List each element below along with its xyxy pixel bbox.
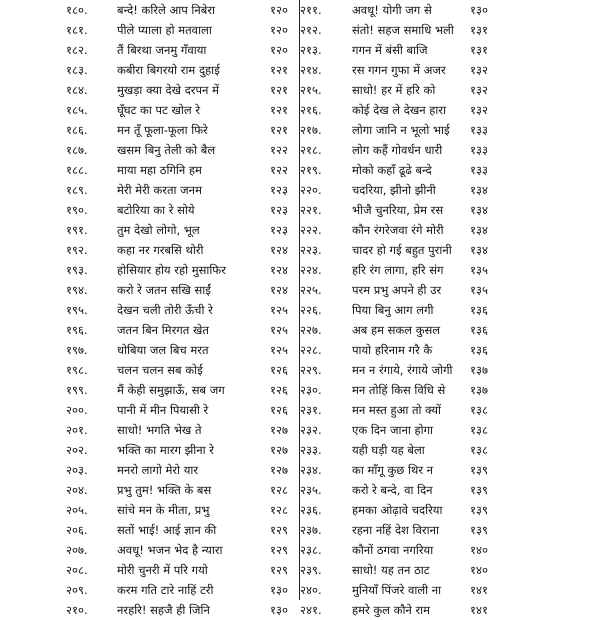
entry-page-number: १३४ (470, 183, 488, 197)
entry-page-number: १२७ (270, 463, 288, 477)
index-entry (302, 20, 600, 40)
index-entry (0, 460, 298, 480)
entry-number: २००. (66, 403, 88, 417)
entry-number: २२२. (300, 223, 322, 237)
entry-page-number: १२९ (270, 563, 288, 577)
entry-title: करो रे जतन सखि साईं (117, 283, 211, 297)
entry-title: संतो! सहज समाधि भली (352, 23, 454, 37)
entry-page-number: १२८ (270, 503, 288, 517)
entry-title: नरहरि! सहजै ही जिनि (117, 603, 210, 617)
entry-number: १८८. (66, 163, 88, 177)
index-entry (0, 380, 298, 400)
entry-page-number: १३८ (470, 443, 488, 457)
index-entry (302, 40, 600, 60)
entry-page-number: १२५ (270, 323, 288, 337)
entry-title: प्रभु तुम! भक्ति के बस (117, 483, 212, 497)
entry-number: २३७. (300, 523, 322, 537)
index-entry (0, 0, 298, 20)
entry-page-number: १३३ (470, 143, 488, 157)
entry-title: सांचे मन के मीता, प्रभु (117, 503, 210, 517)
entry-title: चदरिया, झीनो झीनी (352, 183, 436, 197)
index-entry (0, 180, 298, 200)
entry-page-number: १४० (470, 563, 488, 577)
entry-page-number: १२७ (270, 443, 288, 457)
entry-number: २१८. (300, 143, 322, 157)
entry-title: हमरे कुल कौने राम (352, 603, 431, 617)
entry-number: २२७. (300, 323, 322, 337)
entry-number: १९७. (66, 343, 88, 357)
entry-number: २४०. (300, 583, 322, 597)
entry-page-number: १२२ (270, 143, 288, 157)
entry-page-number: १३० (270, 603, 288, 617)
entry-page-number: १२२ (270, 163, 288, 177)
entry-page-number: १३९ (470, 503, 488, 517)
entry-title: मन न रंगाये, रंगाये जोगी (352, 363, 453, 377)
entry-title: खसम बिनु तेली को बैल (117, 143, 216, 157)
index-entry (302, 500, 600, 520)
entry-title: साधो! हर में हरि को (352, 83, 436, 97)
entry-number: २०७. (66, 543, 88, 557)
entry-number: २१२. (300, 23, 322, 37)
entry-number: २२१. (300, 203, 322, 217)
index-entry (302, 380, 600, 400)
entry-title: रस गगन गुफा में अजर (352, 63, 446, 77)
entry-number: १८७. (66, 143, 88, 157)
index-entry (302, 200, 600, 220)
entry-title: पायो हरिनाम गरै कै (352, 343, 433, 357)
entry-title: सतों भाई! आई ज्ञान की (117, 523, 217, 537)
index-entry (302, 520, 600, 540)
entry-page-number: १२४ (270, 283, 288, 297)
entry-title: भीजै चुनरिया, प्रेम रस (352, 203, 444, 217)
index-entry (302, 360, 600, 380)
index-entry (302, 120, 600, 140)
entry-number: २०३. (66, 463, 88, 477)
entry-title: बन्दे! करिले आप निबेरा (117, 3, 216, 17)
entry-number: २२०. (300, 183, 322, 197)
entry-number: २३९. (300, 563, 322, 577)
index-entry (0, 400, 298, 420)
entry-title: भक्ति का मारग झीना रे (117, 443, 214, 457)
entry-number: १८१. (66, 23, 88, 37)
index-entry (302, 300, 600, 320)
index-entry (0, 500, 298, 520)
index-entry (302, 600, 600, 620)
entry-title: होसियार होय रहो मुसाफिर (117, 263, 226, 277)
entry-title: कबीरा बिगरयो राम दुहाई (117, 63, 220, 77)
index-column-left (0, 0, 298, 617)
entry-title: मुनियाँ पिंजरे वाली ना (352, 583, 442, 597)
index-entry (0, 260, 298, 280)
entry-number: २१७. (300, 123, 322, 137)
index-entry (0, 340, 298, 360)
entry-number: २१४. (300, 63, 322, 77)
index-entry (0, 100, 298, 120)
entry-title: हमका ओढ़ावे चदरिया (352, 503, 443, 517)
entry-page-number: १३२ (470, 83, 488, 97)
entry-number: १८०. (66, 3, 88, 17)
entry-title: मन तूँ फूला-फूला फिरे (117, 123, 208, 137)
index-entry (0, 200, 298, 220)
index-entry (302, 560, 600, 580)
entry-page-number: १२१ (270, 83, 288, 97)
entry-page-number: १३२ (470, 103, 488, 117)
entry-page-number: १२० (270, 43, 288, 57)
entry-page-number: १२४ (270, 263, 288, 277)
index-entry (302, 80, 600, 100)
index-entry (302, 440, 600, 460)
entry-page-number: १२५ (270, 343, 288, 357)
index-entry (302, 0, 600, 20)
index-entry (0, 480, 298, 500)
entry-number: १९२. (66, 243, 88, 257)
index-entry (0, 280, 298, 300)
entry-title: अवधू! भजन भेद है न्यारा (117, 543, 223, 557)
index-entry (0, 40, 298, 60)
entry-number: २४१. (300, 603, 322, 617)
entry-page-number: १२९ (270, 543, 288, 557)
entry-title: करम गति टारे नाहिं टरी (117, 583, 214, 597)
entry-number: १९१. (66, 223, 88, 237)
entry-page-number: १२३ (270, 223, 288, 237)
entry-number: २२८. (300, 343, 322, 357)
entry-number: २०५. (66, 503, 88, 517)
entry-title: जतन बिन मिरगत खेत (117, 323, 209, 337)
entry-page-number: १४१ (470, 603, 488, 617)
entry-page-number: १२० (270, 3, 288, 17)
entry-page-number: १२७ (270, 423, 288, 437)
index-entry (0, 220, 298, 240)
entry-title: परम प्रभु अपने ही उर (352, 283, 442, 297)
index-column-right (300, 0, 600, 617)
entry-page-number: १२८ (270, 483, 288, 497)
entry-title: पानी में मीन पियासी रे (117, 403, 209, 417)
entry-title: हरि रंग लागा, हरि संग (352, 263, 444, 277)
entry-page-number: १४० (470, 543, 488, 557)
entry-page-number: १३८ (470, 403, 488, 417)
index-entry (302, 180, 600, 200)
entry-page-number: १३४ (470, 223, 488, 237)
index-entry (302, 220, 600, 240)
index-entry (302, 260, 600, 280)
entry-title: पीले प्याला हो मतवाला (117, 23, 212, 37)
entry-number: १९८. (66, 363, 88, 377)
entry-title: कहा नर गरबसि थोरी (117, 243, 204, 257)
entry-number: २०४. (66, 483, 88, 497)
entry-page-number: १३१ (470, 23, 488, 37)
entry-number: २०२. (66, 443, 88, 457)
index-entry (0, 440, 298, 460)
index-entry (0, 320, 298, 340)
index-entry (0, 520, 298, 540)
entry-title: माया महा ठगिनि हम (117, 163, 202, 177)
entry-title: गगन में बंसी बाजि (352, 43, 428, 57)
entry-page-number: १३६ (470, 323, 488, 337)
entry-number: २३०. (300, 383, 322, 397)
entry-page-number: १३३ (470, 163, 488, 177)
entry-page-number: १२३ (270, 203, 288, 217)
entry-number: १८६. (66, 123, 88, 137)
entry-title: अब हम सकल कुसल (352, 323, 441, 337)
entry-page-number: १३३ (470, 123, 488, 137)
index-entry (0, 360, 298, 380)
index-entry (302, 400, 600, 420)
entry-page-number: १३४ (470, 243, 488, 257)
entry-page-number: १२६ (270, 403, 288, 417)
entry-number: १८३. (66, 63, 88, 77)
index-entry (0, 120, 298, 140)
entry-page-number: १२१ (270, 103, 288, 117)
entry-page-number: १३१ (470, 43, 488, 57)
entry-page-number: १२० (270, 23, 288, 37)
index-entry (0, 580, 298, 600)
entry-page-number: १२६ (270, 383, 288, 397)
entry-page-number: १३४ (470, 203, 488, 217)
entry-page-number: १३८ (470, 423, 488, 437)
entry-title: रहना नहिं देश विराना (352, 523, 439, 537)
entry-number: २१०. (66, 603, 88, 617)
entry-title: मेरी मेरी करता जनम (117, 183, 202, 197)
entry-title: बटोरिया का रे सोये (117, 203, 195, 217)
index-entry (0, 420, 298, 440)
entry-title: पिया बिनु आग लगी (352, 303, 434, 317)
index-entry (302, 460, 600, 480)
entry-title: तुम देखो लोगो, भूल (117, 223, 200, 237)
entry-number: १८२. (66, 43, 88, 57)
index-entry (302, 160, 600, 180)
index-entry (302, 140, 600, 160)
entry-number: २३६. (300, 503, 322, 517)
entry-number: २२३. (300, 243, 322, 257)
index-entry (302, 580, 600, 600)
entry-number: २३४. (300, 463, 322, 477)
entry-title: करो रे बन्दे, वा दिन (352, 483, 433, 497)
entry-title: चलन चलन सब कोई (117, 363, 203, 377)
entry-page-number: १३६ (470, 303, 488, 317)
entry-number: २३३. (300, 443, 322, 457)
index-entry (0, 240, 298, 260)
entry-number: १८५. (66, 103, 88, 117)
index-entry (0, 140, 298, 160)
index-entry (0, 160, 298, 180)
entry-page-number: १३७ (470, 383, 488, 397)
entry-title: तैं बिरथा जनमु गँवाया (117, 43, 207, 57)
entry-title: कौन रंगरेजवा रंगे मोरी (352, 223, 444, 237)
entry-page-number: १३९ (470, 483, 488, 497)
entry-title: साधो! यह तन ठाट (352, 563, 430, 577)
entry-number: २०६. (66, 523, 88, 537)
entry-title: धोबिया जल बिच मरत (117, 343, 209, 357)
entry-title: साधो! भगति भेख ते (117, 423, 202, 437)
entry-number: २२५. (300, 283, 322, 297)
index-entry (0, 540, 298, 560)
entry-page-number: १३५ (470, 283, 488, 297)
entry-page-number: १३० (270, 583, 288, 597)
entry-number: २२४. (300, 263, 322, 277)
entry-title: मोरी चुनरी में परि गयो (117, 563, 208, 577)
entry-page-number: १४१ (470, 583, 488, 597)
entry-number: २२९. (300, 363, 322, 377)
entry-number: २३५. (300, 483, 322, 497)
entry-number: २३८. (300, 543, 322, 557)
entry-title: अवधू! योगी जग से (352, 3, 432, 17)
entry-page-number: १२९ (270, 523, 288, 537)
entry-title: मोको कहाँ ढूढे बन्दे (352, 163, 432, 177)
index-entry (302, 340, 600, 360)
entry-page-number: १२३ (270, 183, 288, 197)
entry-number: १८४. (66, 83, 88, 97)
entry-page-number: १२१ (270, 63, 288, 77)
entry-title: यही घड़ी यह बेला (352, 443, 425, 457)
entry-number: २१९. (300, 163, 322, 177)
entry-title: मन मस्त हुआ तो क्यों (352, 403, 441, 417)
entry-page-number: १३७ (470, 363, 488, 377)
entry-page-number: १२१ (270, 123, 288, 137)
entry-number: २३१. (300, 403, 322, 417)
entry-title: देखन चली तोरी ऊँची रे (117, 303, 213, 317)
entry-number: २०९. (66, 583, 88, 597)
entry-number: २०१. (66, 423, 88, 437)
index-entry (0, 60, 298, 80)
index-entry (0, 80, 298, 100)
index-entry (302, 100, 600, 120)
entry-number: १९४. (66, 283, 88, 297)
entry-page-number: १३२ (470, 63, 488, 77)
entry-title: लोगा जानि न भूलो भाई (352, 123, 450, 137)
entry-number: १९३. (66, 263, 88, 277)
entry-title: मैं केही समुझाऊँ, सब जग (117, 383, 225, 397)
index-entry (0, 300, 298, 320)
entry-page-number: १३५ (470, 263, 488, 277)
entry-title: कोई देख ले देखन हारा (352, 103, 447, 117)
entry-page-number: १३६ (470, 343, 488, 357)
entry-number: १८९. (66, 183, 88, 197)
entry-number: २१५. (300, 83, 322, 97)
entry-number: २११. (300, 3, 322, 17)
entry-number: १९०. (66, 203, 88, 217)
entry-page-number: १३९ (470, 523, 488, 537)
entry-number: २०८. (66, 563, 88, 577)
index-entry (302, 240, 600, 260)
index-entry (0, 600, 298, 620)
entry-number: २२६. (300, 303, 322, 317)
entry-page-number: १२५ (270, 303, 288, 317)
entry-page-number: १३९ (470, 463, 488, 477)
entry-number: १९५. (66, 303, 88, 317)
entry-title: घूँघट का पट खोल रे (117, 103, 201, 117)
entry-number: १९६. (66, 323, 88, 337)
entry-number: २३२. (300, 423, 322, 437)
index-entry (302, 540, 600, 560)
entry-title: चादर हो गई बहुत पुरानी (352, 243, 452, 257)
index-entry (302, 280, 600, 300)
entry-title: मुखड़ा क्या देखे दरपन में (117, 83, 219, 97)
entry-title: कौनों ठगवा नगरिया (352, 543, 434, 557)
entry-page-number: १३० (470, 3, 488, 17)
index-entry (0, 560, 298, 580)
index-entry (302, 480, 600, 500)
entry-number: २१३. (300, 43, 322, 57)
entry-number: १९९. (66, 383, 88, 397)
entry-title: एक दिन जाना होगा (352, 423, 434, 437)
entry-page-number: १२४ (270, 243, 288, 257)
entry-title: लोग कहैं गोवर्धन धारी (352, 143, 443, 157)
index-entry (0, 20, 298, 40)
entry-title: मनरो लागो मेरो यार (117, 463, 199, 477)
index-entry (302, 320, 600, 340)
entry-number: २१६. (300, 103, 322, 117)
entry-page-number: १२६ (270, 363, 288, 377)
index-entry (302, 60, 600, 80)
entry-title: मन तोहिं किस विधि से (352, 383, 446, 397)
entry-title: का माँगू कुछ थिर न (352, 463, 434, 477)
index-entry (302, 420, 600, 440)
